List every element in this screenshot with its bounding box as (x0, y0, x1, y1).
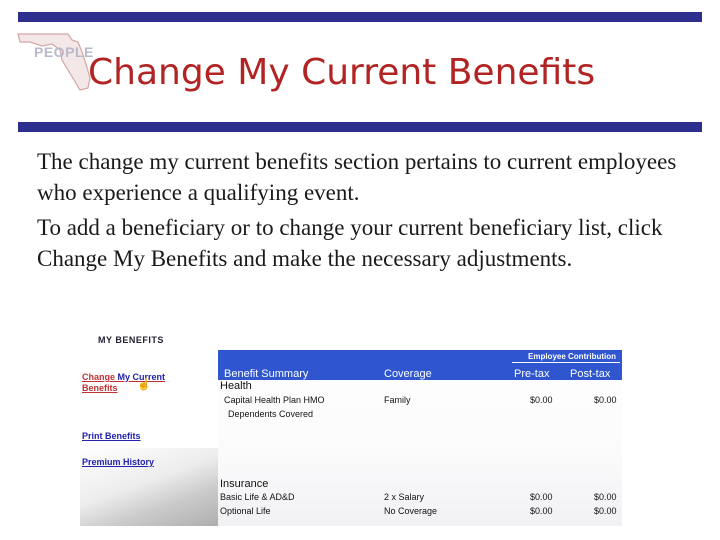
benefits-sidebar (80, 330, 218, 526)
health-plan-name: Capital Health Plan HMO (224, 395, 325, 405)
health-section-label: Health (220, 380, 252, 392)
paragraph-beneficiary: To add a beneficiary or to change your current beneficiary list, click Change My Benefits and make the necessary adjustments. (37, 215, 663, 271)
paragraph-qualifying-event: The change my current benefits section pertains to current employees who experience a qualifying event. (37, 149, 677, 205)
basic-life-coverage: 2 x Salary (384, 492, 425, 502)
col-post-tax: Post-tax (570, 368, 611, 380)
logo-text: PEOPLE (34, 44, 94, 60)
title-divider (18, 122, 702, 132)
health-plan-pretax: $0.00 (530, 395, 553, 405)
sidebar-title: MY BENEFITS (98, 335, 164, 345)
change-link-text-a: Change (82, 372, 118, 382)
optional-life-pretax: $0.00 (530, 506, 553, 516)
benefit-summary-header (218, 350, 622, 380)
premium-history-link[interactable]: Premium History (82, 457, 155, 467)
insurance-row-basic-life: Basic Life & AD&D (220, 492, 295, 502)
health-plan-coverage: Family (384, 395, 411, 405)
col-coverage: Coverage (384, 368, 432, 380)
change-link-text-c: Benefits (82, 383, 118, 393)
body-text (37, 146, 697, 278)
benefits-screenshot (80, 330, 622, 526)
change-my-current-benefits-link[interactable] (82, 372, 165, 394)
optional-life-posttax: $0.00 (594, 506, 617, 516)
col-pre-tax: Pre-tax (514, 368, 550, 380)
dependents-covered: Dependents Covered (228, 409, 314, 419)
top-divider (18, 12, 702, 22)
page-title: Change My Current Benefits (88, 52, 596, 93)
print-benefits-link[interactable]: Print Benefits (82, 431, 141, 441)
employee-contribution-label: Employee Contribution (528, 352, 616, 361)
florida-map-icon (16, 30, 94, 92)
insurance-row-optional-life: Optional Life (220, 506, 271, 516)
change-link-text-b: My Current (117, 372, 166, 382)
basic-life-posttax: $0.00 (594, 492, 617, 502)
insurance-section-label: Insurance (220, 478, 269, 490)
optional-life-coverage: No Coverage (384, 506, 438, 516)
people-first-logo (16, 30, 94, 92)
health-plan-posttax: $0.00 (594, 395, 617, 405)
benefit-summary-panel (218, 342, 622, 526)
hand-cursor-icon: ☝ (137, 379, 151, 391)
col-benefit-summary: Benefit Summary (224, 368, 309, 380)
employee-contribution-rule (512, 362, 620, 363)
basic-life-pretax: $0.00 (530, 492, 553, 502)
